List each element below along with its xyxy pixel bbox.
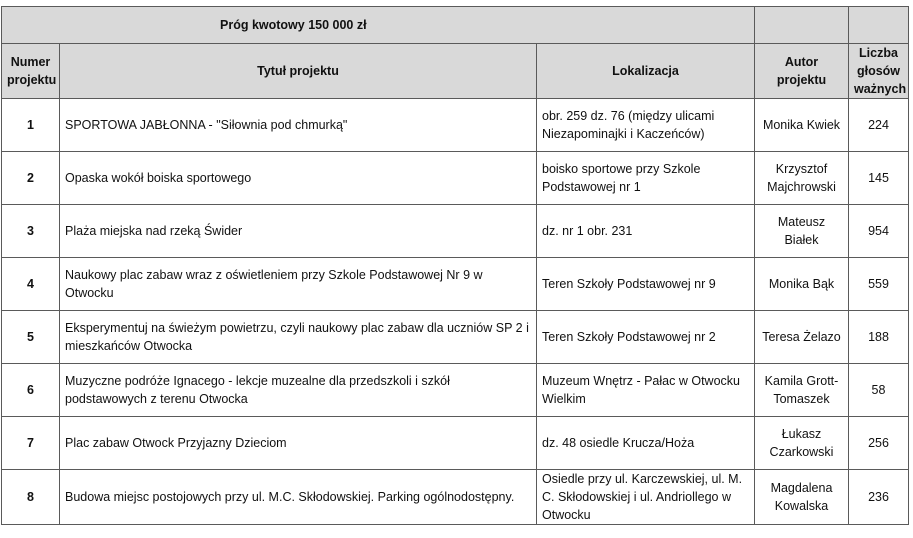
project-title: SPORTOWA JABŁONNA - "Siłownia pod chmurką" [60, 99, 537, 152]
header-votes: Liczba głosów ważnych [849, 44, 909, 99]
project-title: Eksperymentuj na świeżym powietrzu, czyli naukowy plac zabaw dla uczniów SP 2 i mieszkańców Otwocka [60, 311, 537, 364]
header-number: Numer projektu [2, 44, 60, 99]
project-location: Teren Szkoły Podstawowej nr 2 [537, 311, 755, 364]
project-title: Muzyczne podróże Ignacego - lekcje muzealne dla przedszkoli i szkół podstawowych z terenu Otwocka [60, 364, 537, 417]
project-number: 7 [2, 417, 60, 470]
project-author: Monika Kwiek [755, 99, 849, 152]
project-location: dz. 48 osiedle Krucza/Hoża [537, 417, 755, 470]
table-row [2, 311, 909, 364]
project-votes: 256 [849, 417, 909, 470]
project-votes: 954 [849, 205, 909, 258]
table-row [2, 152, 909, 205]
banner-filler [849, 7, 909, 44]
project-author: Krzysztof Majchrowski [755, 152, 849, 205]
voting-results-table [1, 6, 909, 525]
project-location: obr. 259 dz. 76 (między ulicami Niezapominajki i Kaczeńców) [537, 99, 755, 152]
project-number: 6 [2, 364, 60, 417]
project-votes: 559 [849, 258, 909, 311]
project-number: 4 [2, 258, 60, 311]
project-title: Budowa miejsc postojowych przy ul. M.C. Skłodowskiej. Parking ogólnodostępny. [60, 470, 537, 525]
project-author: Łukasz Czarkowski [755, 417, 849, 470]
table-row [2, 99, 909, 152]
project-author: Monika Bąk [755, 258, 849, 311]
header-location: Lokalizacja [537, 44, 755, 99]
project-title: Opaska wokół boiska sportowego [60, 152, 537, 205]
project-votes: 145 [849, 152, 909, 205]
project-number: 1 [2, 99, 60, 152]
project-title: Naukowy plac zabaw wraz z oświetleniem przy Szkole Podstawowej Nr 9 w Otwocku [60, 258, 537, 311]
project-number: 3 [2, 205, 60, 258]
table-row [2, 417, 909, 470]
project-location: Osiedle przy ul. Karczewskiej, ul. M. C. Skłodowskiej i ul. Andriollego w Otwocku [537, 470, 755, 525]
project-location: Teren Szkoły Podstawowej nr 9 [537, 258, 755, 311]
project-location: dz. nr 1 obr. 231 [537, 205, 755, 258]
project-location: Muzeum Wnętrz - Pałac w Otwocku Wielkim [537, 364, 755, 417]
project-title: Plac zabaw Otwock Przyjazny Dzieciom [60, 417, 537, 470]
project-votes: 58 [849, 364, 909, 417]
header-title: Tytuł projektu [60, 44, 537, 99]
banner-filler [755, 7, 849, 44]
project-author: Magdalena Kowalska [755, 470, 849, 525]
threshold-banner: Próg kwotowy 150 000 zł [2, 7, 755, 44]
project-author: Kamila Grott-Tomaszek [755, 364, 849, 417]
header-author: Autor projektu [755, 44, 849, 99]
project-votes: 188 [849, 311, 909, 364]
threshold-banner-row [2, 7, 909, 44]
table-row [2, 258, 909, 311]
project-number: 8 [2, 470, 60, 525]
project-votes: 224 [849, 99, 909, 152]
header-row [2, 44, 909, 99]
project-title: Plaża miejska nad rzeką Świder [60, 205, 537, 258]
table-row [2, 364, 909, 417]
table-row [2, 205, 909, 258]
project-number: 2 [2, 152, 60, 205]
project-author: Mateusz Białek [755, 205, 849, 258]
project-location: boisko sportowe przy Szkole Podstawowej nr 1 [537, 152, 755, 205]
project-votes: 236 [849, 470, 909, 525]
table-row [2, 470, 909, 525]
project-author: Teresa Żelazo [755, 311, 849, 364]
project-number: 5 [2, 311, 60, 364]
